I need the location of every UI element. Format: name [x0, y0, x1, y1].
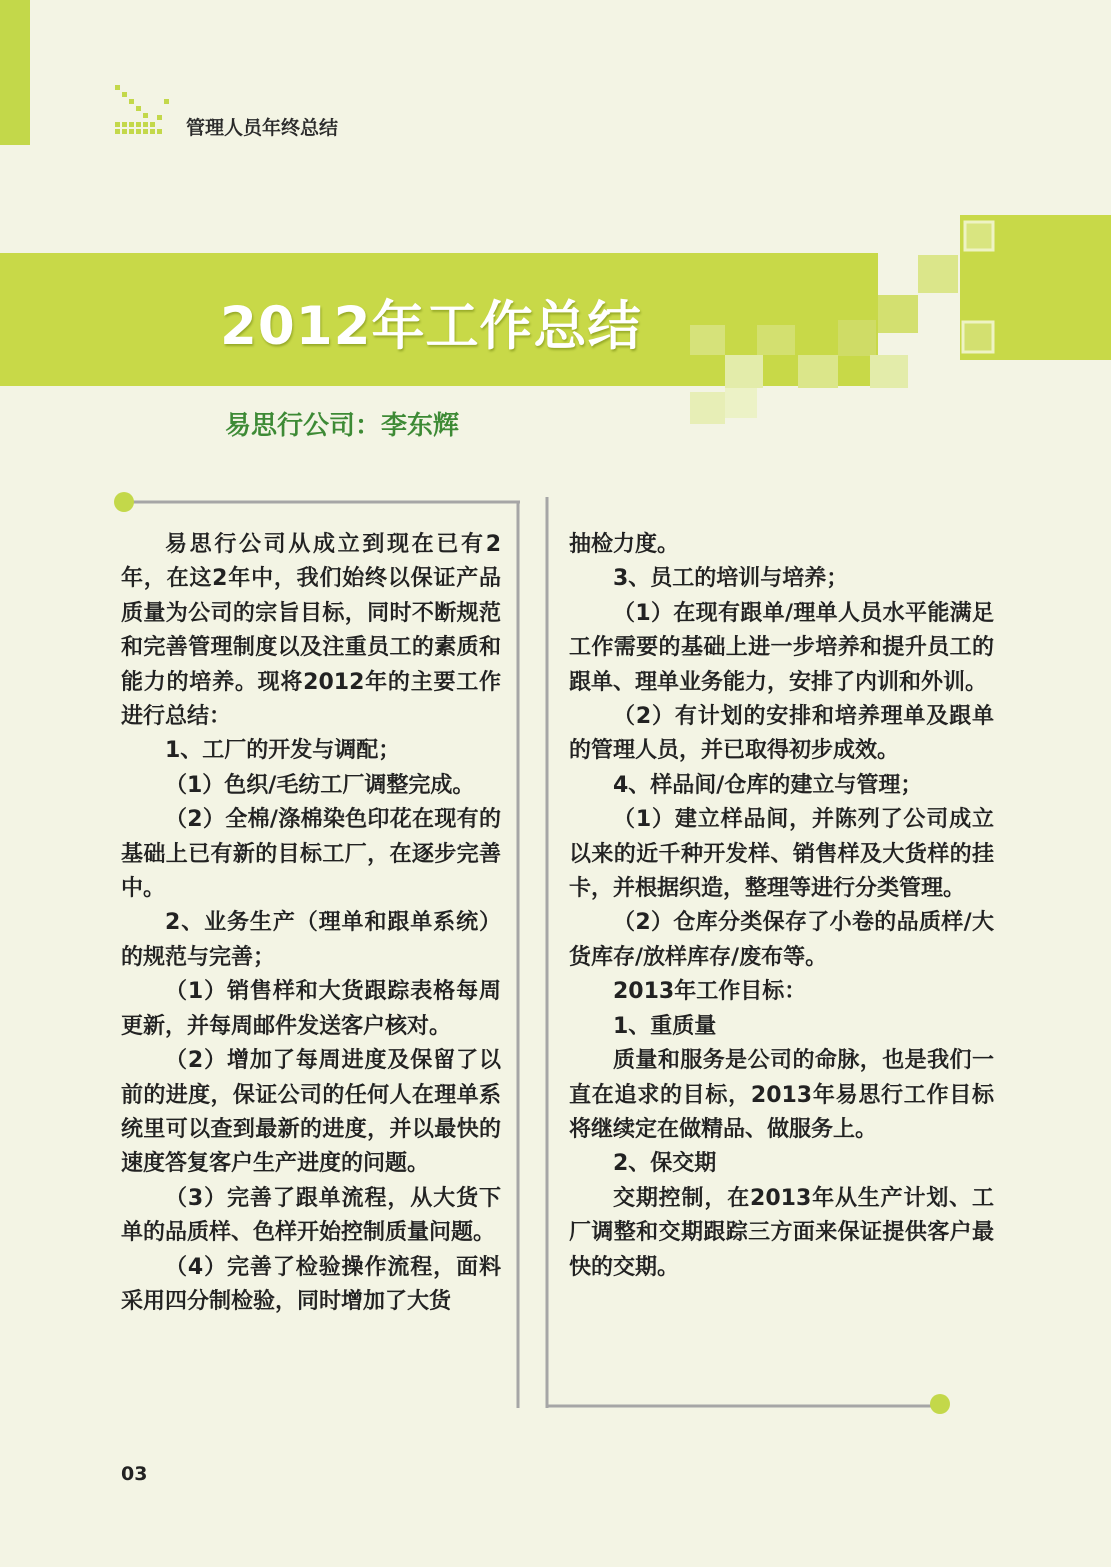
paragraph: （2）有计划的安排和培养理单及跟单的管理人员，并已取得初步成效。 [569, 704, 994, 764]
paragraph: 1、工厂的开发与调配； [165, 738, 401, 764]
paragraph: （2）增加了每周进度及保留了以前的进度，保证公司的任何人在理单系统里可以查到最新的进度，并以最快的速度答复客户生产进度的问题。 [121, 1048, 501, 1177]
paragraph: （3）完善了跟单流程，从大货下单的品质样、色样开始控制质量问题。 [121, 1185, 501, 1246]
paragraph: （1）销售样和大货跟踪表格每周更新，并每周邮件发送客户核对。 [121, 979, 501, 1039]
paragraph: （1）色织/毛纺工厂调整完成。 [165, 772, 475, 798]
paragraph: 2、保交期 [613, 1151, 717, 1177]
paragraph: （1）建立样品间，并陈列了公司成立以来的近千种开发样、销售样及大货样的挂卡，并根据织造，整理等进行分类管理。 [569, 807, 994, 902]
paragraph: 4、样品间/仓库的建立与管理； [613, 772, 923, 798]
author-line: 易思行公司：李东辉 [225, 411, 460, 441]
paragraph: （1）在现有跟单/理单人员水平能满足工作需要的基础上进一步培养和提升员工的跟单、理单业务能力，安排了内训和外训。 [569, 600, 994, 695]
paragraph: 质量和服务是公司的命脉，也是我们一直在追求的目标，2013年易思行工作目标将继续定在做精品、做服务上。 [569, 1048, 994, 1142]
paragraph: （2）全棉/涤棉染色印花在现有的基础上已有新的目标工厂，在逐步完善中。 [121, 807, 501, 902]
paragraph: 易思行公司从成立到现在已有2年，在这2年中，我们始终以保证产品质量为公司的宗旨目标，同时不断规范和完善管理制度以及注重员工的素质和能力的培养。现将2012年的主要工作进行总结： [121, 532, 501, 730]
page-number: 03 [121, 1463, 148, 1485]
paragraph: （2）仓库分类保存了小卷的品质样/大货库存/放样库存/废布等。 [569, 910, 994, 970]
paragraph: 交期控制，在2013年从生产计划、工厂调整和交期跟踪三方面来保证提供客户最快的交期。 [569, 1185, 994, 1280]
left-accent-bar [0, 0, 30, 145]
paragraph: （4）完善了检验操作流程，面料采用四分制检验，同时增加了大货 [121, 1254, 501, 1314]
left-column [121, 528, 501, 1319]
header-title: 管理人员年终总结 [186, 117, 339, 139]
paragraph: 1、重质量 [613, 1013, 717, 1039]
paragraph-continuation: 抽检力度。 [569, 532, 680, 557]
page-title: 2012年工作总结 [220, 296, 642, 357]
paragraph: 3、员工的培训与培养； [613, 566, 849, 592]
section-heading: 2013年工作目标： [613, 979, 807, 1005]
paragraph: 2、业务生产（理单和跟单系统）的规范与完善； [121, 910, 501, 970]
right-column [569, 528, 994, 1285]
header-logo-icon [115, 85, 170, 135]
